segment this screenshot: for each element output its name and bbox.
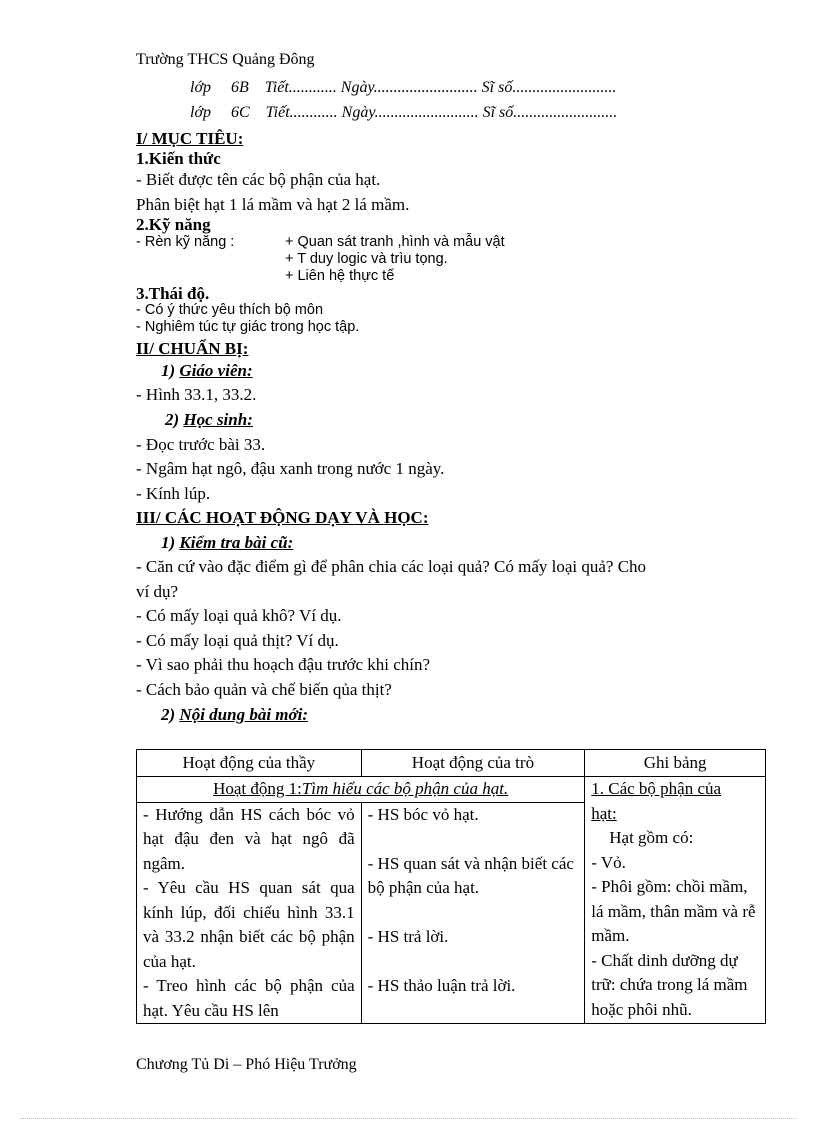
ngay-field: Ngày.......................... [340, 79, 478, 96]
activity-title: Tìm hiểu các bộ phận của hạt. [301, 779, 509, 798]
board-line: - Phôi gồm: chồi mầm, lá mầm, thân mầm và rễ mầm. [591, 877, 756, 945]
kiem-tra-q5: - Cách bảo quản và chế biến qủa thịt? [136, 680, 392, 699]
class-row-6b [190, 79, 616, 97]
student-item: - HS thảo luận trả lời. [367, 976, 516, 995]
noi-dung-num: 2) [161, 705, 176, 724]
ky-nang-item-1: + Quan sát tranh ,hình và mẫu vật [285, 234, 505, 250]
noi-dung-heading [161, 705, 308, 725]
student-cell [361, 802, 585, 1024]
lesson-table [136, 749, 766, 1024]
teacher-item: - Treo hình các bộ phận của hạt. Yêu cầu HS lên [143, 976, 355, 1020]
class-code: 6C [230, 104, 250, 121]
tiet-field: Tiết............ [265, 104, 338, 121]
siso-field: Sĩ số.......................... [482, 104, 618, 121]
kien-thuc-title: 1.Kiến thức [136, 149, 221, 168]
kiem-tra-q3: - Có mấy loại quả thịt? Ví dụ. [136, 631, 339, 650]
kien-thuc-item-2: Phân biệt hạt 1 lá mầm và hạt 2 lá mầm. [136, 195, 410, 214]
activity-title-cell [137, 777, 585, 803]
student-item: - HS quan sát và nhận biết các bộ phận của hạt. [367, 853, 574, 897]
ky-nang-lead: - Rèn kỹ năng : [136, 234, 235, 250]
hoc-sinh-heading [165, 410, 253, 430]
page-bottom-divider [20, 1118, 796, 1119]
thai-do-item-2: - Nghiêm túc tự giác trong học tập. [136, 319, 360, 335]
ngay-field: Ngày.......................... [341, 104, 479, 121]
kiem-tra-q4: - Vì sao phải thu hoạch đậu trước khi chín? [136, 655, 431, 674]
school-name: Trường THCS Quảng Đông [136, 51, 315, 68]
board-heading-2: hạt: [591, 803, 617, 823]
student-item: - HS trả lời. [367, 927, 449, 946]
activity-prefix: Hoạt động 1: [213, 779, 302, 798]
kien-thuc-item-1: - Biết được tên các bộ phận của hạt. [136, 170, 381, 189]
board-line: Hạt gồm có: [609, 828, 694, 847]
board-heading-1: 1. Các bộ phận của [591, 779, 722, 798]
section-3-title: III/ CÁC HOẠT ĐỘNG DẠY VÀ HỌC: [136, 508, 429, 527]
giao-vien-item: - Hình 33.1, 33.2. [136, 385, 257, 404]
kiem-tra-title: Kiểm tra bài cũ: [179, 533, 294, 552]
header-board: Ghi bảng [585, 750, 766, 777]
table-row [137, 777, 766, 803]
board-line: - Chất dinh dưỡng dự trữ: chứa trong lá mầm hoặc phôi nhũ. [591, 950, 748, 1019]
teacher-item: - Yêu cầu HS quan sát qua kính lúp, đối chiếu hình 33.1 và 33.2 nhận biết các bộ phận của hạt. [143, 878, 355, 971]
hoc-sinh-item-3: - Kính lúp. [136, 484, 211, 503]
header-teacher: Hoạt động của thầy [137, 750, 362, 777]
teacher-cell [137, 802, 362, 1024]
noi-dung-title: Nội dung bài mới: [179, 705, 309, 724]
thai-do-title: 3.Thái độ. [136, 284, 210, 303]
kiem-tra-q2: - Có mấy loại quả khô? Ví dụ. [136, 606, 342, 625]
kiem-tra-q1a: - Căn cứ vào đặc điểm gì để phân chia các loại quả? Có mấy loại quả? Cho [136, 557, 647, 576]
lop-label: lớp [190, 104, 211, 121]
header-student: Hoạt động của trò [361, 750, 585, 777]
lop-label: lớp [190, 79, 211, 96]
hoc-sinh-title: Học sinh: [183, 410, 253, 429]
giao-vien-title: Giáo viên: [179, 361, 253, 380]
board-line: - Vỏ. [591, 852, 626, 872]
kiem-tra-q1b: ví dụ? [136, 582, 179, 601]
table-header-row [137, 750, 766, 777]
siso-field: Sĩ số.......................... [481, 79, 617, 96]
giao-vien-heading [161, 361, 253, 381]
student-item: - HS bóc vỏ hạt. [367, 804, 479, 824]
class-code: 6B [230, 79, 249, 96]
page-footer: Chương Tủ Di – Phó Hiệu Trưởng [136, 1056, 357, 1073]
class-row-6c [190, 104, 617, 122]
teacher-item: - Hướng dẫn HS cách bóc vỏ hạt đậu đen và hạt ngô đã ngâm. [143, 804, 355, 873]
activity-label [213, 779, 508, 798]
hoc-sinh-num: 2) [165, 410, 180, 429]
ky-nang-item-3: + Liên hệ thực tế [285, 268, 395, 284]
giao-vien-num: 1) [161, 361, 176, 380]
section-2-title: II/ CHUẨN BỊ: [136, 339, 249, 358]
kiem-tra-num: 1) [161, 533, 176, 552]
ky-nang-title: 2.Kỹ năng [136, 215, 211, 234]
ky-nang-item-2: + T duy logic và trìu tọng. [285, 251, 448, 267]
tiet-field: Tiết............ [264, 79, 337, 96]
hoc-sinh-item-1: - Đọc trước bài 33. [136, 435, 266, 454]
section-1-title: I/ MỤC TIÊU: [136, 129, 244, 148]
thai-do-item-1: - Có ý thức yêu thích bộ môn [136, 302, 324, 318]
hoc-sinh-item-2: - Ngâm hạt ngô, đậu xanh trong nước 1 ngày. [136, 459, 445, 478]
board-cell [585, 777, 766, 1024]
kiem-tra-heading [161, 533, 293, 553]
